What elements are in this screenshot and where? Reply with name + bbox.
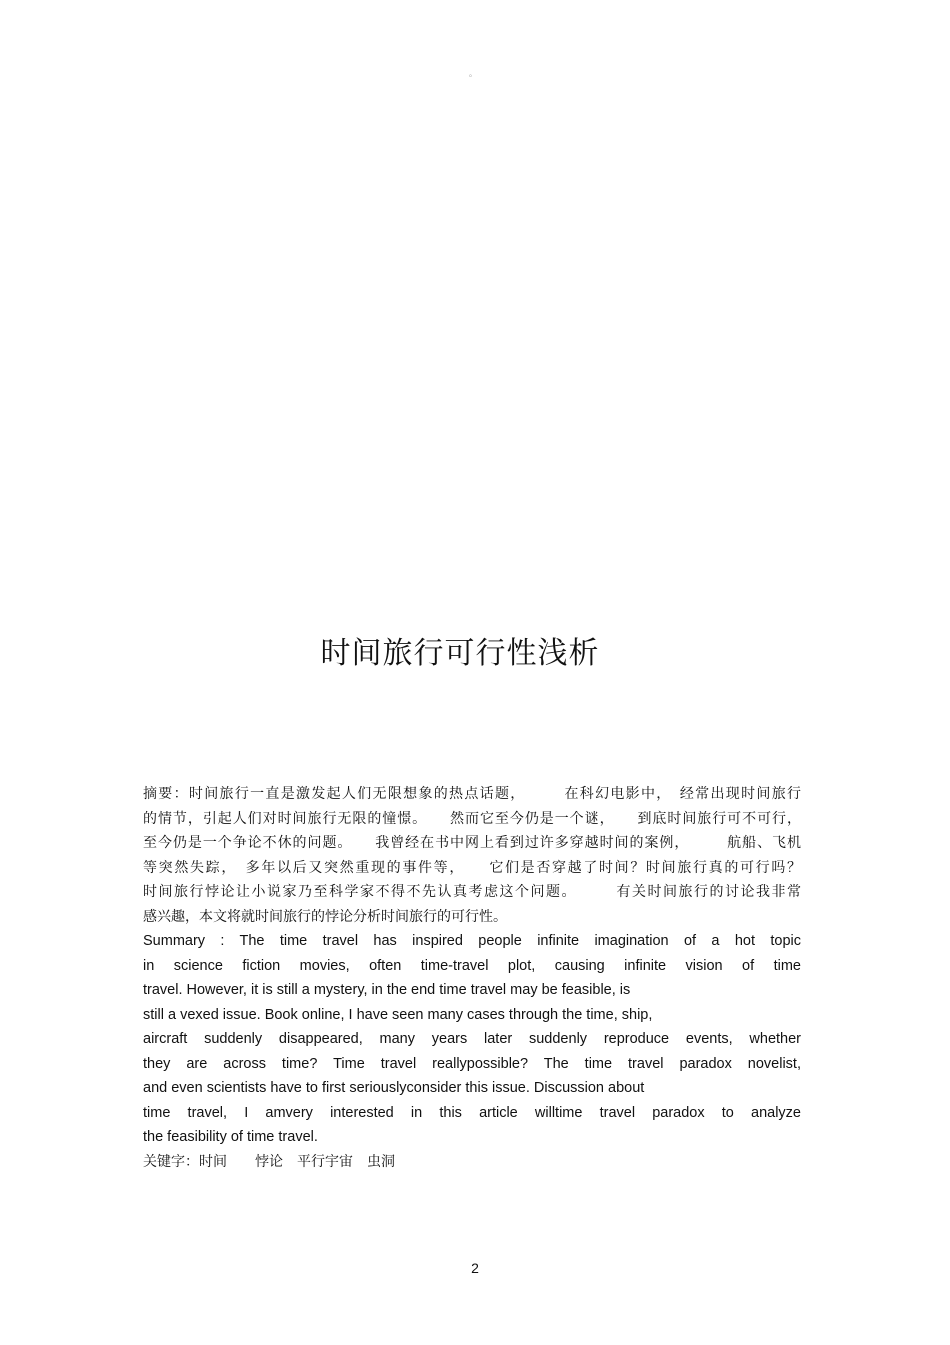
abstract-cn-line: 感兴趣，本文将就时间旅行的悖论分析时间旅行的可行性。 xyxy=(143,908,507,925)
page-number: 2 xyxy=(471,1260,479,1276)
summary-en-line: aircraft suddenly disappeared, many years later suddenly reproduce events, whether xyxy=(143,1031,801,1047)
abstract-cn-line: 的情节，引起人们对时间旅行无限的憧憬。 然而它至今仍是一个谜， 到底时间旅行可不可行， xyxy=(143,810,801,827)
abstract-cn-line: 至今仍是一个争论不休的问题。 我曾经在书中网上看到过许多穿越时间的案例， 航船、飞机 xyxy=(143,835,801,851)
keywords-line: 关键字：时间 悖论 平行宇宙 虫洞 xyxy=(143,1153,395,1170)
summary-en-line: they are across time? Time travel reallypossible? The time travel paradox novelist, xyxy=(143,1055,801,1072)
abstract-section xyxy=(143,782,801,1174)
summary-en-line: in science fiction movies, often time-travel plot, causing infinite vision of time xyxy=(143,957,801,974)
document-title: 时间旅行可行性浅析 xyxy=(320,636,600,671)
abstract-cn-line: 等突然失踪， 多年以后又突然重现的事件等， 它们是否穿越了时间？时间旅行真的可行吗？ xyxy=(143,859,801,876)
abstract-chinese xyxy=(143,782,801,929)
summary-en-line: and even scientists have to first seriouslyconsider this issue. Discussion about xyxy=(143,1080,645,1096)
summary-en-line: Summary : The time travel has inspired people infinite imagination of a hot topic xyxy=(143,933,801,949)
summary-en-line: travel. However, it is still a mystery, in the end time travel may be feasible, is xyxy=(143,982,631,998)
summary-en-line: time travel, I amvery interested in this article willtime travel paradox to analyze xyxy=(143,1104,801,1121)
summary-english xyxy=(143,929,801,1150)
summary-en-line: still a vexed issue. Book online, I have seen many cases through the time, ship, xyxy=(143,1006,653,1023)
abstract-cn-line: 时间旅行悖论让小说家乃至科学家不得不先认真考虑这个问题。 有关时间旅行的讨论我非常 xyxy=(143,884,801,900)
abstract-cn-line: 摘要：时间旅行一直是激发起人们无限想象的热点话题， 在科幻电影中， 经常出现时间旅行 xyxy=(143,786,801,802)
summary-en-line: the feasibility of time travel. xyxy=(143,1129,318,1145)
header-mark: 。 xyxy=(469,69,477,78)
